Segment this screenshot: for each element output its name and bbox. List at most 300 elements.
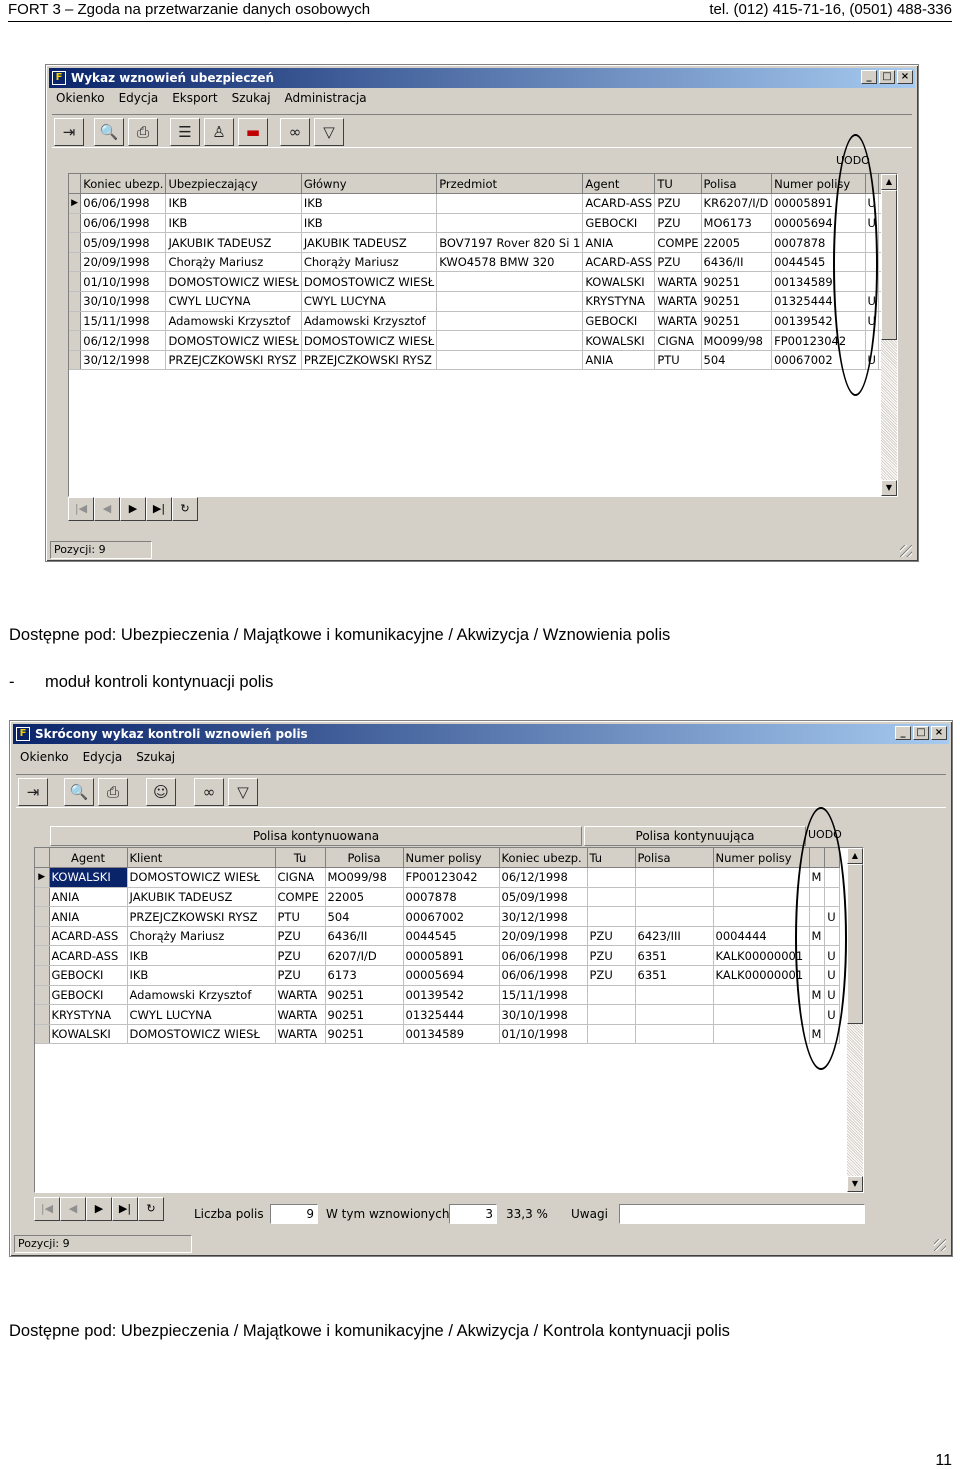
window-renewals <box>45 64 919 562</box>
window-title: Wykaz wznowień ubezpieczeń <box>71 71 275 85</box>
table-cell[interactable]: PRZEJCZKOWSKI RYSZ <box>166 350 301 370</box>
uwagi-field[interactable] <box>619 1204 865 1224</box>
table-row[interactable] <box>35 907 839 927</box>
table-cell[interactable] <box>635 1024 713 1044</box>
window-title: Skrócony wykaz kontroli wznowień polis <box>35 727 308 741</box>
car-icon[interactable]: ▬ <box>238 118 268 146</box>
table-cell[interactable]: 01/10/1998 <box>499 1024 587 1044</box>
table-cell[interactable]: 0044545 <box>772 252 866 272</box>
print-icon[interactable]: ⎙ <box>128 118 158 146</box>
table-cell[interactable]: ACARD-ASS <box>49 946 127 966</box>
column-header[interactable]: Ubezpieczający <box>166 174 301 194</box>
table-cell[interactable]: Adamowski Krzysztof <box>166 311 301 331</box>
table-cell[interactable] <box>587 1024 635 1044</box>
close-button[interactable]: × <box>897 70 913 84</box>
table-cell[interactable]: DOMOSTOWICZ WIESŁ <box>301 272 436 292</box>
percent-value: 33,3 % <box>506 1207 548 1221</box>
table-cell[interactable]: 00005694 <box>403 966 499 986</box>
table-cell[interactable]: 00067002 <box>772 350 866 370</box>
table-cell[interactable]: WARTA <box>275 985 325 1005</box>
uodo-flag-cell[interactable]: U <box>865 194 878 214</box>
table-cell[interactable]: ANIA <box>583 350 655 370</box>
uodo-flag-cell[interactable]: U <box>824 946 839 966</box>
table-cell[interactable]: 00005694 <box>772 213 866 233</box>
table-cell[interactable]: 90251 <box>701 272 772 292</box>
scroll-down-icon[interactable]: ▼ <box>847 1176 863 1192</box>
binoculars-icon[interactable]: ∞ <box>194 778 224 806</box>
column-header[interactable]: Tu <box>275 848 325 868</box>
table-row[interactable] <box>69 213 897 233</box>
table-cell[interactable]: IKB <box>166 194 301 214</box>
table-cell[interactable] <box>635 985 713 1005</box>
table-cell[interactable]: IKB <box>301 194 436 214</box>
table-cell[interactable] <box>713 1024 809 1044</box>
liczba-polis-label: Liczba polis <box>194 1207 264 1221</box>
caption-path-1: Dostępne pod: Ubezpieczenia / Majątkowe i komunikacyjne / Akwizycja / Wznowienia polis <box>9 626 671 644</box>
table-cell[interactable]: 06/06/1998 <box>81 213 166 233</box>
table-cell[interactable]: MO099/98 <box>325 868 403 888</box>
table-cell[interactable]: FP00123042 <box>772 331 866 351</box>
table-cell[interactable]: COMPE <box>275 887 325 907</box>
band-polisa-kontynuowana: Polisa kontynuowana <box>50 826 582 846</box>
header-indicator <box>35 848 49 868</box>
table-cell[interactable]: 01325444 <box>403 1005 499 1025</box>
print-icon[interactable]: ⎙ <box>98 778 128 806</box>
maximize-button[interactable]: □ <box>913 726 929 740</box>
table-cell[interactable]: 00005891 <box>403 946 499 966</box>
uodo-flag-cell[interactable]: U <box>824 1005 839 1025</box>
table-cell[interactable]: 05/09/1998 <box>81 233 166 253</box>
table-cell[interactable]: 06/06/1998 <box>499 946 587 966</box>
uodo-flag-cell[interactable]: U <box>824 966 839 986</box>
uodo-flag-cell[interactable]: U <box>865 213 878 233</box>
column-header[interactable]: Główny <box>301 174 436 194</box>
table-cell[interactable]: KR6207/I/D <box>701 194 772 214</box>
table-cell[interactable]: PRZEJCZKOWSKI RYSZ <box>301 350 436 370</box>
column-header[interactable]: Polisa <box>701 174 772 194</box>
header-phone: tel. (012) 415-71-16, (0501) 488-336 <box>709 1 952 18</box>
table-cell[interactable]: KRYSTYNA <box>583 292 655 312</box>
table-cell[interactable] <box>587 887 635 907</box>
table-cell[interactable]: 15/11/1998 <box>81 311 166 331</box>
table-cell[interactable]: Adamowski Krzysztof <box>127 985 275 1005</box>
table-cell[interactable]: PZU <box>655 252 701 272</box>
table-row[interactable] <box>35 868 839 888</box>
row-indicator <box>69 292 81 312</box>
row-indicator <box>35 1005 49 1025</box>
table-cell[interactable]: KOWALSKI <box>49 868 127 888</box>
continuation-table <box>35 848 840 1044</box>
column-header[interactable]: Agent <box>583 174 655 194</box>
scroll-up-icon[interactable]: ▲ <box>881 174 897 190</box>
window-titlebar[interactable] <box>49 68 915 88</box>
table-row[interactable] <box>69 194 897 214</box>
table-cell[interactable]: PRZEJCZKOWSKI RYSZ <box>127 907 275 927</box>
table-cell[interactable]: WARTA <box>655 292 701 312</box>
resize-grip-icon[interactable] <box>900 545 912 557</box>
table-cell[interactable]: 01/10/1998 <box>81 272 166 292</box>
table-cell[interactable]: WARTA <box>655 272 701 292</box>
table-cell[interactable]: JAKUBIK TADEUSZ <box>301 233 436 253</box>
table-cell[interactable]: GEBOCKI <box>583 311 655 331</box>
table-cell[interactable]: 6351 <box>635 966 713 986</box>
menu-szukaj[interactable]: Szukaj <box>231 91 271 105</box>
table-cell[interactable]: JAKUBIK TADEUSZ <box>127 887 275 907</box>
table-cell[interactable]: 30/12/1998 <box>81 350 166 370</box>
menu-okienko[interactable]: Okienko <box>56 91 105 105</box>
band-polisa-kontynuujaca: Polisa kontynuująca <box>584 826 806 846</box>
table-cell[interactable]: JAKUBIK TADEUSZ <box>166 233 301 253</box>
table-cell[interactable]: 0004444 <box>713 926 809 946</box>
table-cell[interactable]: 90251 <box>701 292 772 312</box>
table-cell[interactable]: 504 <box>325 907 403 927</box>
table-cell[interactable]: 90251 <box>325 1005 403 1025</box>
uodo-flag-cell[interactable]: U <box>865 292 878 312</box>
table-cell[interactable]: 90251 <box>325 985 403 1005</box>
person-document-icon[interactable]: ☺ <box>146 778 176 806</box>
column-header[interactable]: TU <box>655 174 701 194</box>
continuation-grid <box>34 847 864 1193</box>
menu-edycja[interactable]: Edycja <box>82 750 123 764</box>
next-record-icon[interactable]: ▶ <box>120 497 146 521</box>
vertical-scrollbar[interactable] <box>881 174 897 496</box>
table-cell[interactable] <box>713 887 809 907</box>
table-row[interactable] <box>69 311 897 331</box>
table-cell[interactable] <box>713 985 809 1005</box>
scroll-up-icon[interactable]: ▲ <box>847 848 863 864</box>
uodo-flag-cell[interactable]: U <box>824 985 839 1005</box>
menu-edycja[interactable]: Edycja <box>118 91 159 105</box>
table-row[interactable] <box>35 926 839 946</box>
table-cell[interactable]: ANIA <box>49 887 127 907</box>
table-cell[interactable]: 00134589 <box>403 1024 499 1044</box>
table-cell[interactable]: 05/09/1998 <box>499 887 587 907</box>
page-header <box>8 0 952 22</box>
header-title: FORT 3 – Zgoda na przetwarzanie danych osobowych <box>8 1 371 18</box>
liczba-polis-field[interactable]: 9 <box>270 1204 318 1224</box>
table-cell[interactable]: 06/06/1998 <box>81 194 166 214</box>
statusbar <box>14 1235 948 1253</box>
table-cell[interactable]: 20/09/1998 <box>81 252 166 272</box>
column-header[interactable]: Koniec ubezp. <box>81 174 166 194</box>
column-header[interactable]: Polisa <box>325 848 403 868</box>
table-cell[interactable]: KALK00000001 <box>713 966 809 986</box>
preview-icon[interactable]: 🔍 <box>94 118 124 146</box>
table-cell[interactable]: IKB <box>127 966 275 986</box>
last-record-icon[interactable]: ▶| <box>146 497 172 521</box>
scroll-down-icon[interactable]: ▼ <box>881 480 897 496</box>
current-row-arrow-icon: ▶ <box>69 194 81 214</box>
table-cell[interactable]: DOMOSTOWICZ WIESŁ <box>301 331 436 351</box>
close-button[interactable]: × <box>931 726 947 740</box>
table-row[interactable] <box>69 350 897 370</box>
record-navigator <box>34 1197 164 1221</box>
table-row[interactable] <box>35 966 839 986</box>
table-cell[interactable]: Chorąży Mariusz <box>166 252 301 272</box>
minimize-button[interactable]: _ <box>895 726 911 740</box>
table-cell[interactable]: 30/10/1998 <box>81 292 166 312</box>
table-cell[interactable]: 6423/III <box>635 926 713 946</box>
table-cell[interactable] <box>587 868 635 888</box>
menu-administracja[interactable]: Administracja <box>284 91 367 105</box>
record-navigator <box>68 497 198 521</box>
table-cell[interactable]: 6436/II <box>325 926 403 946</box>
table-cell[interactable]: 00067002 <box>403 907 499 927</box>
row-indicator <box>69 272 81 292</box>
table-cell[interactable]: DOMOSTOWICZ WIESŁ <box>166 331 301 351</box>
table-cell[interactable] <box>587 985 635 1005</box>
table-cell[interactable] <box>437 311 583 331</box>
table-cell[interactable]: 6207/I/D <box>325 946 403 966</box>
scroll-thumb[interactable] <box>847 864 863 1024</box>
menu-eksport[interactable]: Eksport <box>172 91 218 105</box>
table-row[interactable] <box>35 1024 839 1044</box>
table-cell[interactable]: PZU <box>587 966 635 986</box>
table-cell[interactable]: IKB <box>166 213 301 233</box>
document-list-icon[interactable]: ☰ <box>170 118 200 146</box>
refresh-icon[interactable]: ↻ <box>172 497 198 521</box>
filter-icon[interactable]: ▽ <box>314 118 344 146</box>
table-row[interactable] <box>35 985 839 1005</box>
row-indicator <box>35 1024 49 1044</box>
uodo-flag-cell[interactable]: M <box>809 1024 824 1044</box>
table-cell[interactable]: DOMOSTOWICZ WIESŁ <box>166 272 301 292</box>
table-cell[interactable]: PTU <box>655 350 701 370</box>
row-indicator <box>69 331 81 351</box>
table-cell[interactable]: CWYL LUCYNA <box>166 292 301 312</box>
table-cell[interactable]: KOWALSKI <box>49 1024 127 1044</box>
minimize-button[interactable]: _ <box>861 70 877 84</box>
binoculars-icon[interactable]: ∞ <box>280 118 310 146</box>
uwagi-label: Uwagi <box>571 1207 608 1221</box>
table-cell[interactable]: Chorąży Mariusz <box>127 926 275 946</box>
table-row[interactable] <box>69 331 897 351</box>
table-row[interactable] <box>69 292 897 312</box>
table-cell[interactable]: IKB <box>301 213 436 233</box>
row-indicator <box>69 252 81 272</box>
table-cell[interactable] <box>713 1005 809 1025</box>
header-indicator <box>69 174 81 194</box>
table-cell[interactable]: WARTA <box>655 311 701 331</box>
scroll-thumb[interactable] <box>881 190 897 340</box>
row-indicator <box>69 213 81 233</box>
table-row[interactable] <box>35 946 839 966</box>
table-cell[interactable]: PZU <box>275 966 325 986</box>
table-row[interactable] <box>35 887 839 907</box>
table-cell[interactable]: DOMOSTOWICZ WIESŁ <box>127 1024 275 1044</box>
table-cell[interactable]: COMPE <box>655 233 701 253</box>
refresh-icon[interactable]: ↻ <box>138 1197 164 1221</box>
window-titlebar[interactable] <box>13 724 949 744</box>
table-cell[interactable]: Adamowski Krzysztof <box>301 311 436 331</box>
table-cell[interactable]: 00134589 <box>772 272 866 292</box>
module-dash: - <box>9 673 15 691</box>
row-indicator <box>35 907 49 927</box>
table-cell[interactable]: WARTA <box>275 1005 325 1025</box>
filter-icon[interactable]: ▽ <box>228 778 258 806</box>
table-cell[interactable]: 6436/II <box>701 252 772 272</box>
table-cell[interactable]: 06/12/1998 <box>81 331 166 351</box>
row-indicator <box>35 946 49 966</box>
menu-szukaj[interactable]: Szukaj <box>136 750 176 764</box>
app-icon: F <box>16 727 30 741</box>
table-cell[interactable]: PTU <box>275 907 325 927</box>
wznowionych-label: W tym wznowionych <box>326 1207 450 1221</box>
table-cell[interactable]: KALK00000001 <box>713 946 809 966</box>
uodo-flag-cell[interactable]: U <box>865 311 878 331</box>
table-cell[interactable] <box>587 907 635 927</box>
renewals-grid <box>68 173 898 497</box>
toolbar <box>16 774 946 808</box>
table-cell[interactable]: PZU <box>275 926 325 946</box>
table-cell[interactable]: 90251 <box>701 311 772 331</box>
table-cell[interactable]: PZU <box>275 946 325 966</box>
resize-grip-icon[interactable] <box>934 1239 946 1251</box>
uodo-flag-cell[interactable]: M <box>809 926 824 946</box>
wznowionych-field[interactable]: 3 <box>449 1204 497 1224</box>
statusbar <box>50 541 914 559</box>
table-cell[interactable]: ANIA <box>49 907 127 927</box>
column-header[interactable]: Klient <box>127 848 275 868</box>
table-cell[interactable]: 01325444 <box>772 292 866 312</box>
table-cell[interactable]: CWYL LUCYNA <box>301 292 436 312</box>
table-cell[interactable]: GEBOCKI <box>49 985 127 1005</box>
table-cell[interactable] <box>437 272 583 292</box>
table-cell[interactable]: KRYSTYNA <box>49 1005 127 1025</box>
table-cell[interactable]: 0007878 <box>772 233 866 253</box>
table-cell[interactable] <box>437 350 583 370</box>
next-record-icon[interactable]: ▶ <box>86 1197 112 1221</box>
first-record-icon[interactable]: |◀ <box>68 497 94 521</box>
row-indicator <box>35 966 49 986</box>
table-cell[interactable]: PZU <box>587 946 635 966</box>
table-cell[interactable]: 0044545 <box>403 926 499 946</box>
table-cell[interactable]: 30/12/1998 <box>499 907 587 927</box>
column-header[interactable]: Polisa <box>635 848 713 868</box>
table-cell[interactable]: PZU <box>587 926 635 946</box>
table-cell[interactable]: 20/09/1998 <box>499 926 587 946</box>
person-icon[interactable]: ♙ <box>204 118 234 146</box>
page-number: 11 <box>935 1452 952 1469</box>
table-cell[interactable] <box>635 868 713 888</box>
first-record-icon[interactable]: |◀ <box>34 1197 60 1221</box>
table-header-row <box>35 848 839 868</box>
table-cell[interactable]: 30/10/1998 <box>499 1005 587 1025</box>
table-cell[interactable] <box>587 1005 635 1025</box>
column-header[interactable]: Numer polisy <box>403 848 499 868</box>
table-cell[interactable]: 06/06/1998 <box>499 966 587 986</box>
table-cell[interactable]: Chorąży Mariusz <box>301 252 436 272</box>
table-cell[interactable] <box>713 868 809 888</box>
table-cell[interactable]: DOMOSTOWICZ WIESŁ <box>127 868 275 888</box>
table-cell[interactable]: 6351 <box>635 946 713 966</box>
table-cell[interactable]: 06/12/1998 <box>499 868 587 888</box>
uodo-highlight-ellipse <box>833 134 878 396</box>
uodo-flag-cell[interactable]: U <box>865 350 878 370</box>
table-cell[interactable]: KOWALSKI <box>583 331 655 351</box>
table-cell[interactable]: 504 <box>701 350 772 370</box>
table-cell[interactable]: KWO4578 BMW 320 <box>437 252 583 272</box>
preview-icon[interactable]: 🔍 <box>64 778 94 806</box>
table-cell[interactable]: WARTA <box>275 1024 325 1044</box>
maximize-button[interactable]: □ <box>879 70 895 84</box>
table-cell[interactable]: CWYL LUCYNA <box>127 1005 275 1025</box>
table-cell[interactable]: 90251 <box>325 1024 403 1044</box>
prior-record-icon[interactable]: ◀ <box>60 1197 86 1221</box>
table-cell[interactable]: GEBOCKI <box>49 966 127 986</box>
toolbar <box>52 114 912 148</box>
table-row[interactable] <box>69 272 897 292</box>
table-cell[interactable]: FP00123042 <box>403 868 499 888</box>
table-cell[interactable]: 6173 <box>325 966 403 986</box>
table-cell[interactable]: IKB <box>127 946 275 966</box>
status-position: Pozycji: 9 <box>14 1235 192 1253</box>
table-cell[interactable] <box>437 331 583 351</box>
uodo-flag-cell[interactable]: M <box>809 985 824 1005</box>
column-header[interactable]: Agent <box>49 848 127 868</box>
table-cell[interactable]: 00139542 <box>772 311 866 331</box>
column-header[interactable]: Numer polisy <box>713 848 809 868</box>
app-icon: F <box>52 71 66 85</box>
table-cell[interactable]: CIGNA <box>655 331 701 351</box>
table-cell[interactable]: ACARD-ASS <box>583 194 655 214</box>
table-cell[interactable]: BOV7197 Rover 820 Si 1 <box>437 233 583 253</box>
current-row-arrow-icon: ▶ <box>35 868 49 888</box>
caption-path-2: Dostępne pod: Ubezpieczenia / Majątkowe i komunikacyjne / Akwizycja / Kontrola kontynuacji polis <box>9 1322 730 1340</box>
table-cell[interactable]: CIGNA <box>275 868 325 888</box>
table-cell[interactable]: 00139542 <box>403 985 499 1005</box>
table-cell[interactable]: 0007878 <box>403 887 499 907</box>
table-cell[interactable] <box>437 194 583 214</box>
table-row[interactable] <box>35 1005 839 1025</box>
last-record-icon[interactable]: ▶| <box>112 1197 138 1221</box>
table-cell[interactable] <box>437 213 583 233</box>
column-header[interactable]: Tu <box>587 848 635 868</box>
uodo-flag-cell[interactable]: M <box>809 868 824 888</box>
table-cell[interactable] <box>437 292 583 312</box>
table-cell[interactable]: MO6173 <box>701 213 772 233</box>
row-indicator <box>69 311 81 331</box>
table-cell[interactable]: ACARD-ASS <box>583 252 655 272</box>
column-header[interactable]: Koniec ubezp. <box>499 848 587 868</box>
menu-okienko[interactable]: Okienko <box>20 750 69 764</box>
table-cell[interactable] <box>635 907 713 927</box>
table-cell[interactable]: ANIA <box>583 233 655 253</box>
vertical-scrollbar[interactable] <box>847 848 863 1192</box>
table-row[interactable] <box>69 252 897 272</box>
table-cell[interactable]: GEBOCKI <box>583 213 655 233</box>
table-cell[interactable]: PZU <box>655 194 701 214</box>
table-cell[interactable]: KOWALSKI <box>583 272 655 292</box>
table-cell[interactable]: 22005 <box>325 887 403 907</box>
table-cell[interactable]: MO099/98 <box>701 331 772 351</box>
column-header[interactable]: Numer polisy <box>772 174 866 194</box>
row-indicator <box>69 350 81 370</box>
table-cell[interactable]: 15/11/1998 <box>499 985 587 1005</box>
table-cell[interactable] <box>635 1005 713 1025</box>
exit-door-icon[interactable]: ⇥ <box>54 118 84 146</box>
table-row[interactable] <box>69 233 897 253</box>
table-cell[interactable]: ACARD-ASS <box>49 926 127 946</box>
table-cell[interactable]: 00005891 <box>772 194 866 214</box>
table-cell[interactable] <box>635 887 713 907</box>
table-cell[interactable]: 22005 <box>701 233 772 253</box>
prior-record-icon[interactable]: ◀ <box>94 497 120 521</box>
column-header[interactable]: Przedmiot <box>437 174 583 194</box>
table-cell[interactable]: PZU <box>655 213 701 233</box>
exit-door-icon[interactable]: ⇥ <box>18 778 48 806</box>
uodo-flag-cell[interactable]: U <box>824 907 839 927</box>
